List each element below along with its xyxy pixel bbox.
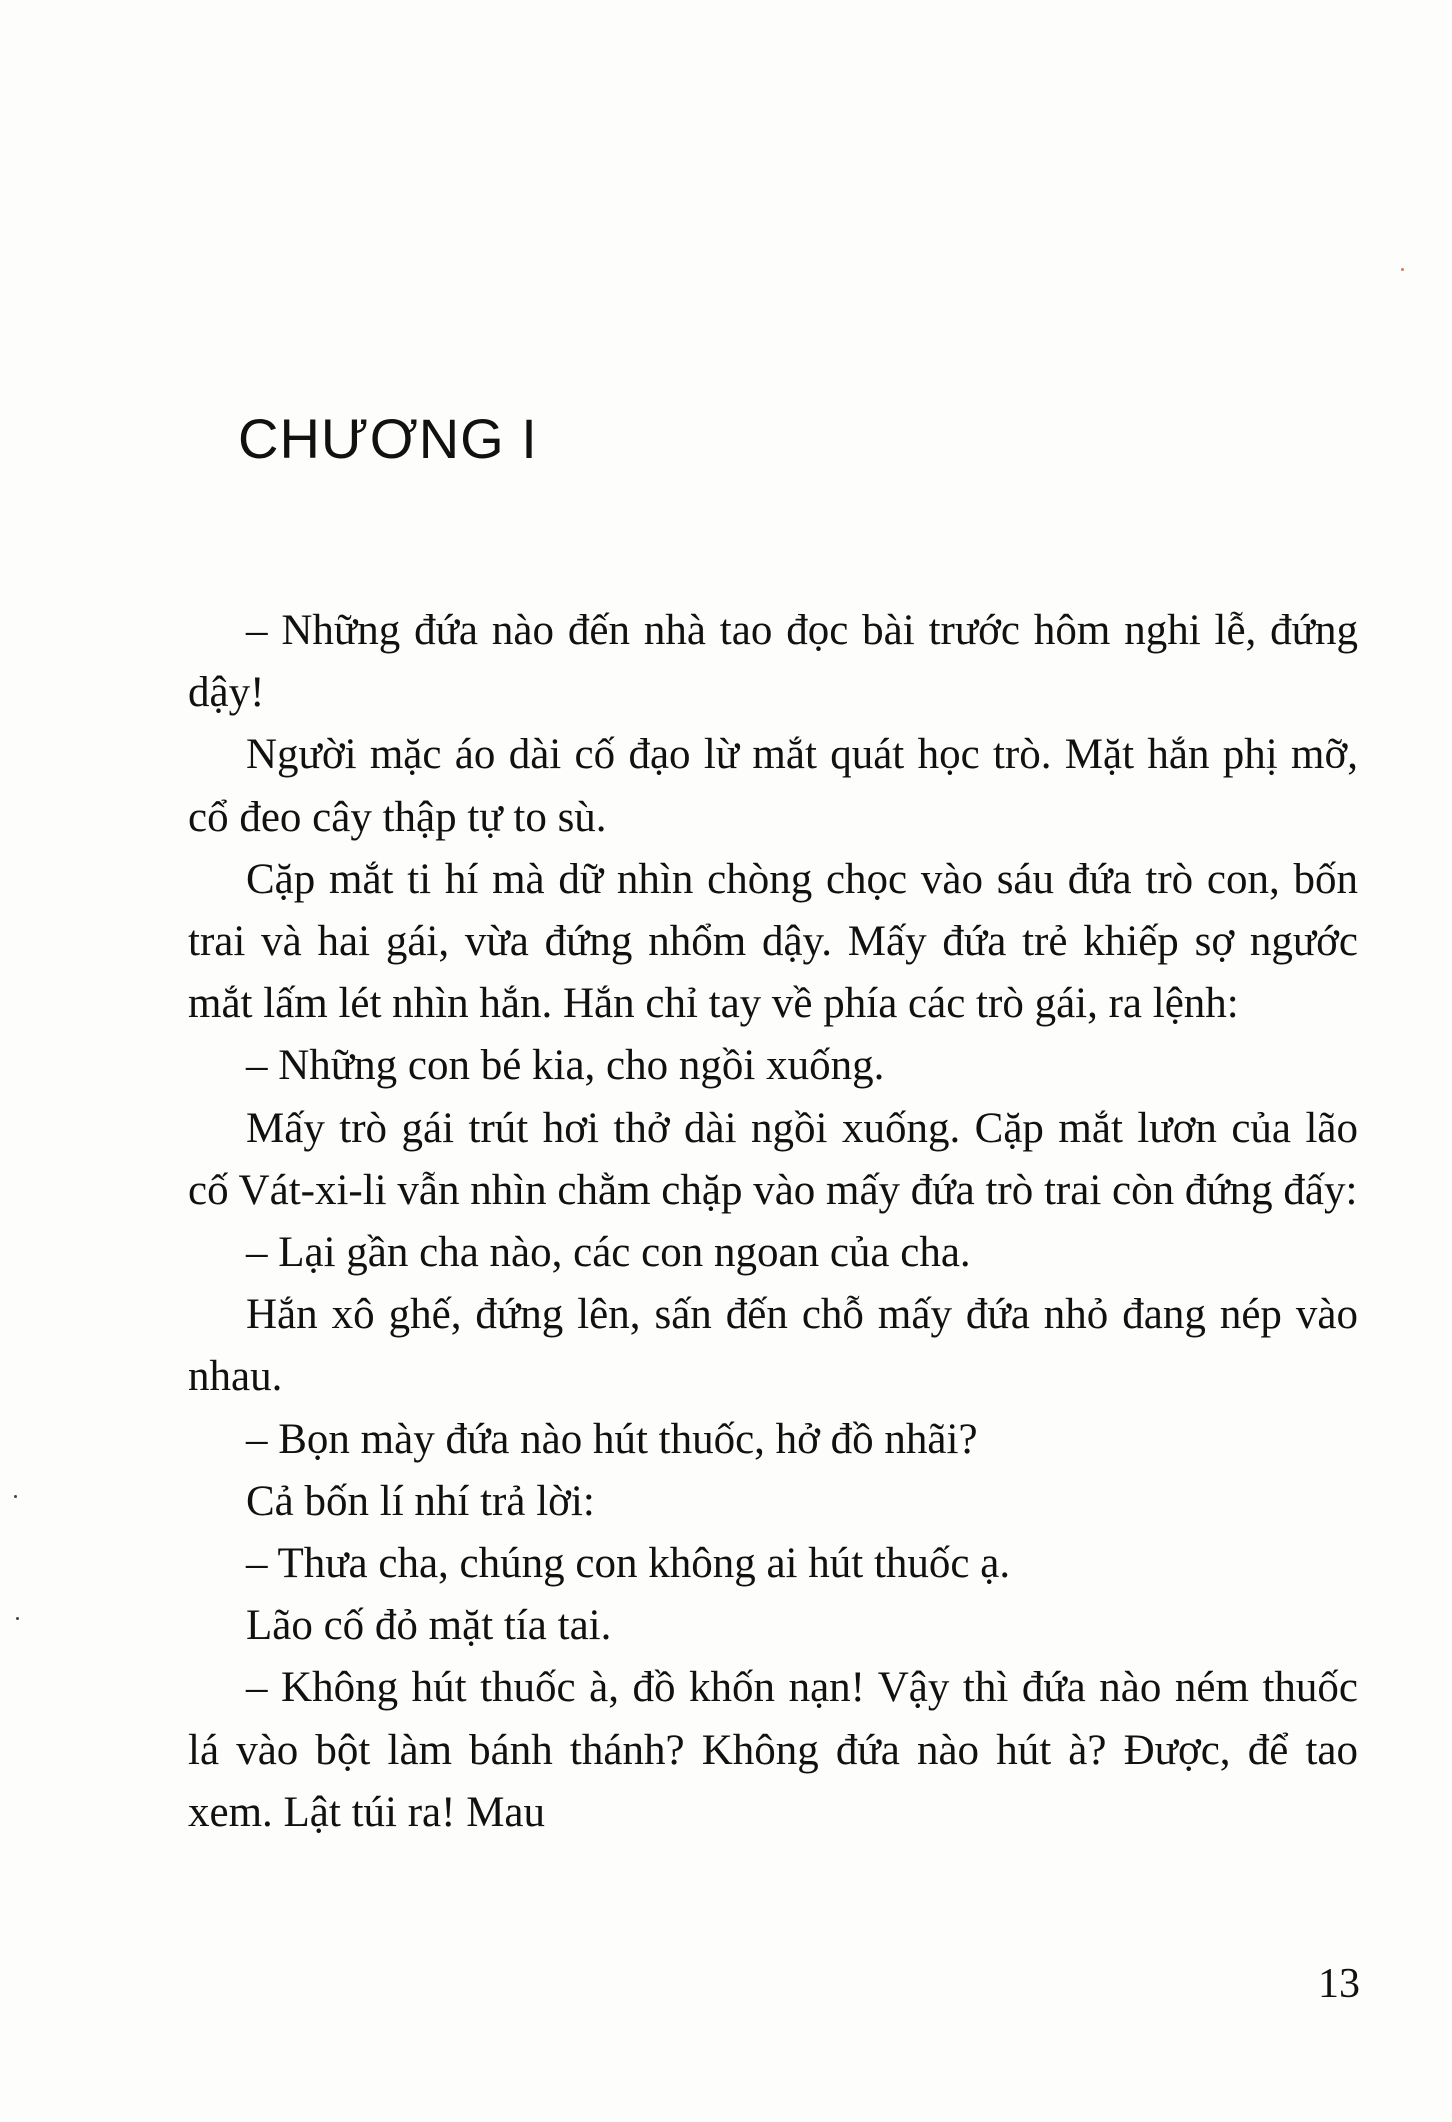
- page-number: 13: [1318, 1961, 1360, 2007]
- chapter-title: CHƯƠNG I: [238, 407, 538, 470]
- paragraph: – Lại gần cha nào, các con ngoan của cha.: [246, 1229, 971, 1277]
- paragraph: – Những đứa nào đến nhà tao đọc bài trước hôm nghi lễ, đứng dậy!: [188, 607, 1358, 717]
- paragraph: Mấy trò gái trút hơi thở dài ngồi xuống. Cặp mắt lươn của lão cố Vát-xi-li vẫn nhìn chằm chặp vào mấy đứa trò trai còn đứng đấy:: [188, 1104, 1358, 1214]
- paragraph: Cả bốn lí nhí trả lời:: [246, 1477, 595, 1525]
- paragraph: Người mặc áo dài cố đạo lừ mắt quát học trò. Mặt hắn phị mỡ, cổ đeo cây thập tự to sù.: [188, 731, 1358, 841]
- paragraph: – Thưa cha, chúng con không ai hút thuốc ạ.: [246, 1540, 1011, 1588]
- paragraph: Cặp mắt ti hí mà dữ nhìn chòng chọc vào sáu đứa trò con, bốn trai và hai gái, vừa đứng nhổm dậy. Mấy đứa trẻ khiếp sợ ngước mắt lấm lét nhìn hắn. Hắn chỉ tay về phía các trò gái, ra lệnh:: [188, 855, 1358, 1028]
- paragraph: – Không hút thuốc à, đồ khốn nạn! Vậy thì đứa nào ném thuốc lá vào bột làm bánh thánh? Không đứa nào hút à? Được, để tao xem. Lật túi ra! Mau: [188, 1664, 1358, 1836]
- body-text: [188, 600, 1358, 1844]
- paragraph: – Bọn mày đứa nào hút thuốc, hở đồ nhãi?: [246, 1415, 978, 1463]
- paragraph: Hắn xô ghế, đứng lên, sấn đến chỗ mấy đứa nhỏ đang nép vào nhau.: [188, 1291, 1358, 1401]
- scan-speck: [1401, 268, 1404, 271]
- paragraph: – Những con bé kia, cho ngồi xuống.: [246, 1042, 885, 1090]
- scan-speck: [14, 1495, 17, 1498]
- paragraph: Lão cố đỏ mặt tía tai.: [246, 1602, 612, 1650]
- scan-speck: [16, 1617, 19, 1620]
